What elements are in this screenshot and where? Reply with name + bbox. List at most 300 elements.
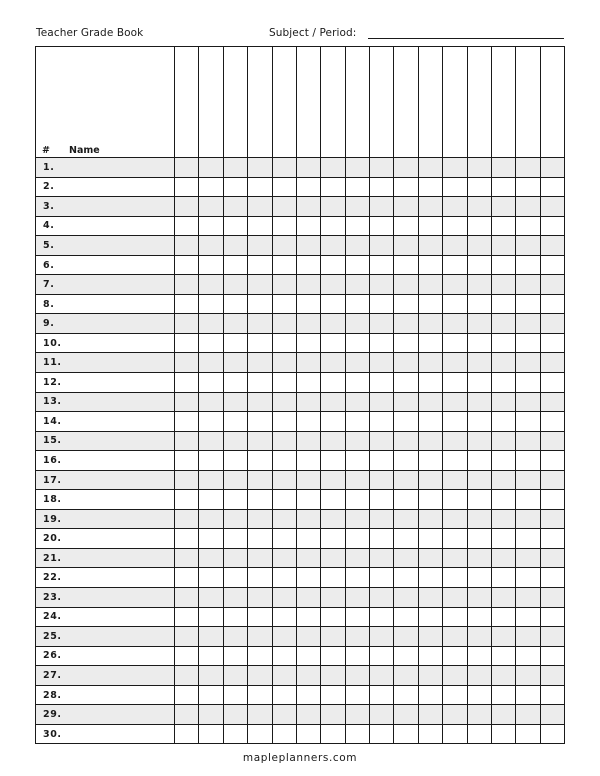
grade-cell[interactable] [248, 724, 272, 744]
grade-cell[interactable] [370, 275, 394, 295]
grade-cell[interactable] [175, 275, 199, 295]
grade-cell[interactable] [394, 197, 418, 217]
grade-cell[interactable] [370, 177, 394, 197]
grade-cell[interactable] [370, 216, 394, 236]
grade-cell[interactable] [272, 236, 296, 256]
grade-cell[interactable] [418, 705, 442, 725]
grade-cell[interactable] [370, 197, 394, 217]
student-name-cell[interactable]: 24. [36, 607, 175, 627]
grade-cell[interactable] [175, 627, 199, 647]
grade-cell[interactable] [223, 490, 247, 510]
grade-cell[interactable] [418, 607, 442, 627]
grade-cell[interactable] [321, 548, 345, 568]
grade-cell[interactable] [491, 158, 515, 178]
student-name-cell[interactable]: 21. [36, 548, 175, 568]
grade-cell[interactable] [394, 724, 418, 744]
grade-cell[interactable] [223, 216, 247, 236]
grade-cell[interactable] [418, 431, 442, 451]
grade-cell[interactable] [491, 197, 515, 217]
assignment-header-cell[interactable] [272, 47, 296, 158]
grade-cell[interactable] [199, 724, 223, 744]
grade-cell[interactable] [418, 470, 442, 490]
grade-cell[interactable] [540, 666, 564, 686]
grade-cell[interactable] [175, 373, 199, 393]
grade-cell[interactable] [540, 275, 564, 295]
grade-cell[interactable] [516, 431, 540, 451]
grade-cell[interactable] [491, 490, 515, 510]
grade-cell[interactable] [345, 607, 369, 627]
assignment-header-cell[interactable] [370, 47, 394, 158]
grade-cell[interactable] [321, 451, 345, 471]
grade-cell[interactable] [443, 255, 467, 275]
grade-cell[interactable] [199, 588, 223, 608]
grade-cell[interactable] [394, 177, 418, 197]
grade-cell[interactable] [199, 568, 223, 588]
grade-cell[interactable] [345, 216, 369, 236]
student-name-cell[interactable]: 5. [36, 236, 175, 256]
grade-cell[interactable] [370, 392, 394, 412]
grade-cell[interactable] [467, 275, 491, 295]
grade-cell[interactable] [540, 588, 564, 608]
grade-cell[interactable] [418, 236, 442, 256]
grade-cell[interactable] [516, 588, 540, 608]
grade-cell[interactable] [418, 548, 442, 568]
student-name-cell[interactable]: 30. [36, 724, 175, 744]
grade-cell[interactable] [345, 529, 369, 549]
grade-cell[interactable] [491, 568, 515, 588]
grade-cell[interactable] [321, 255, 345, 275]
grade-cell[interactable] [199, 197, 223, 217]
grade-cell[interactable] [491, 685, 515, 705]
grade-cell[interactable] [199, 158, 223, 178]
student-name-cell[interactable]: 12. [36, 373, 175, 393]
grade-cell[interactable] [443, 509, 467, 529]
grade-cell[interactable] [272, 392, 296, 412]
grade-cell[interactable] [540, 627, 564, 647]
grade-cell[interactable] [370, 548, 394, 568]
grade-cell[interactable] [516, 216, 540, 236]
grade-cell[interactable] [345, 353, 369, 373]
grade-cell[interactable] [199, 314, 223, 334]
grade-cell[interactable] [491, 509, 515, 529]
grade-cell[interactable] [418, 509, 442, 529]
grade-cell[interactable] [248, 685, 272, 705]
grade-cell[interactable] [540, 470, 564, 490]
grade-cell[interactable] [467, 568, 491, 588]
grade-cell[interactable] [175, 294, 199, 314]
grade-cell[interactable] [394, 431, 418, 451]
grade-cell[interactable] [370, 627, 394, 647]
grade-cell[interactable] [223, 627, 247, 647]
grade-cell[interactable] [321, 177, 345, 197]
assignment-header-cell[interactable] [394, 47, 418, 158]
grade-cell[interactable] [248, 529, 272, 549]
grade-cell[interactable] [370, 607, 394, 627]
grade-cell[interactable] [443, 353, 467, 373]
grade-cell[interactable] [418, 255, 442, 275]
grade-cell[interactable] [296, 431, 320, 451]
grade-cell[interactable] [272, 216, 296, 236]
grade-cell[interactable] [516, 509, 540, 529]
grade-cell[interactable] [443, 548, 467, 568]
grade-cell[interactable] [175, 216, 199, 236]
grade-cell[interactable] [175, 470, 199, 490]
grade-cell[interactable] [467, 333, 491, 353]
grade-cell[interactable] [516, 490, 540, 510]
grade-cell[interactable] [516, 666, 540, 686]
grade-cell[interactable] [296, 490, 320, 510]
assignment-header-cell[interactable] [199, 47, 223, 158]
grade-cell[interactable] [491, 607, 515, 627]
grade-cell[interactable] [199, 529, 223, 549]
grade-cell[interactable] [248, 158, 272, 178]
grade-cell[interactable] [394, 685, 418, 705]
grade-cell[interactable] [296, 373, 320, 393]
grade-cell[interactable] [370, 509, 394, 529]
grade-cell[interactable] [345, 177, 369, 197]
student-name-cell[interactable]: 14. [36, 412, 175, 432]
grade-cell[interactable] [296, 255, 320, 275]
grade-cell[interactable] [321, 646, 345, 666]
grade-cell[interactable] [321, 333, 345, 353]
grade-cell[interactable] [223, 607, 247, 627]
grade-cell[interactable] [272, 451, 296, 471]
grade-cell[interactable] [467, 431, 491, 451]
grade-cell[interactable] [370, 685, 394, 705]
grade-cell[interactable] [321, 158, 345, 178]
grade-cell[interactable] [321, 627, 345, 647]
grade-cell[interactable] [516, 627, 540, 647]
grade-cell[interactable] [272, 314, 296, 334]
grade-cell[interactable] [370, 470, 394, 490]
grade-cell[interactable] [394, 392, 418, 412]
grade-cell[interactable] [418, 627, 442, 647]
grade-cell[interactable] [467, 177, 491, 197]
grade-cell[interactable] [223, 705, 247, 725]
grade-cell[interactable] [491, 412, 515, 432]
grade-cell[interactable] [199, 490, 223, 510]
grade-cell[interactable] [394, 412, 418, 432]
grade-cell[interactable] [175, 509, 199, 529]
grade-cell[interactable] [296, 568, 320, 588]
grade-cell[interactable] [516, 646, 540, 666]
grade-cell[interactable] [467, 412, 491, 432]
student-name-cell[interactable]: 20. [36, 529, 175, 549]
grade-cell[interactable] [199, 216, 223, 236]
grade-cell[interactable] [540, 177, 564, 197]
grade-cell[interactable] [248, 392, 272, 412]
grade-cell[interactable] [272, 685, 296, 705]
grade-cell[interactable] [175, 548, 199, 568]
grade-cell[interactable] [516, 236, 540, 256]
grade-cell[interactable] [272, 177, 296, 197]
grade-cell[interactable] [223, 431, 247, 451]
grade-cell[interactable] [321, 431, 345, 451]
grade-cell[interactable] [443, 236, 467, 256]
assignment-header-cell[interactable] [345, 47, 369, 158]
grade-cell[interactable] [199, 666, 223, 686]
grade-cell[interactable] [467, 451, 491, 471]
grade-cell[interactable] [296, 724, 320, 744]
grade-cell[interactable] [516, 451, 540, 471]
grade-cell[interactable] [467, 236, 491, 256]
grade-cell[interactable] [394, 627, 418, 647]
grade-cell[interactable] [248, 255, 272, 275]
grade-cell[interactable] [223, 470, 247, 490]
grade-cell[interactable] [199, 275, 223, 295]
grade-cell[interactable] [345, 470, 369, 490]
grade-cell[interactable] [345, 314, 369, 334]
grade-cell[interactable] [443, 607, 467, 627]
grade-cell[interactable] [443, 490, 467, 510]
grade-cell[interactable] [296, 607, 320, 627]
grade-cell[interactable] [199, 548, 223, 568]
grade-cell[interactable] [443, 333, 467, 353]
grade-cell[interactable] [467, 314, 491, 334]
assignment-header-cell[interactable] [321, 47, 345, 158]
grade-cell[interactable] [199, 412, 223, 432]
grade-cell[interactable] [175, 314, 199, 334]
grade-cell[interactable] [370, 431, 394, 451]
grade-cell[interactable] [394, 646, 418, 666]
grade-cell[interactable] [248, 275, 272, 295]
grade-cell[interactable] [248, 666, 272, 686]
grade-cell[interactable] [394, 451, 418, 471]
grade-cell[interactable] [223, 666, 247, 686]
grade-cell[interactable] [345, 568, 369, 588]
grade-cell[interactable] [467, 294, 491, 314]
student-name-cell[interactable]: 23. [36, 588, 175, 608]
grade-cell[interactable] [443, 197, 467, 217]
grade-cell[interactable] [370, 724, 394, 744]
grade-cell[interactable] [223, 568, 247, 588]
grade-cell[interactable] [370, 646, 394, 666]
grade-cell[interactable] [248, 490, 272, 510]
grade-cell[interactable] [272, 412, 296, 432]
grade-cell[interactable] [345, 431, 369, 451]
student-name-cell[interactable]: 2. [36, 177, 175, 197]
grade-cell[interactable] [516, 294, 540, 314]
grade-cell[interactable] [540, 197, 564, 217]
grade-cell[interactable] [370, 236, 394, 256]
grade-cell[interactable] [223, 177, 247, 197]
grade-cell[interactable] [345, 158, 369, 178]
assignment-header-cell[interactable] [296, 47, 320, 158]
grade-cell[interactable] [516, 197, 540, 217]
grade-cell[interactable] [467, 646, 491, 666]
grade-cell[interactable] [467, 373, 491, 393]
grade-cell[interactable] [223, 588, 247, 608]
grade-cell[interactable] [418, 177, 442, 197]
assignment-header-cell[interactable] [540, 47, 564, 158]
grade-cell[interactable] [199, 509, 223, 529]
grade-cell[interactable] [321, 470, 345, 490]
grade-cell[interactable] [223, 373, 247, 393]
student-name-cell[interactable]: 22. [36, 568, 175, 588]
grade-cell[interactable] [540, 724, 564, 744]
grade-cell[interactable] [223, 685, 247, 705]
grade-cell[interactable] [272, 724, 296, 744]
grade-cell[interactable] [443, 470, 467, 490]
grade-cell[interactable] [394, 588, 418, 608]
grade-cell[interactable] [296, 509, 320, 529]
grade-cell[interactable] [467, 548, 491, 568]
grade-cell[interactable] [248, 216, 272, 236]
grade-cell[interactable] [199, 353, 223, 373]
student-name-cell[interactable]: 27. [36, 666, 175, 686]
grade-cell[interactable] [443, 529, 467, 549]
grade-cell[interactable] [296, 529, 320, 549]
grade-cell[interactable] [394, 294, 418, 314]
grade-cell[interactable] [248, 451, 272, 471]
grade-cell[interactable] [272, 275, 296, 295]
grade-cell[interactable] [418, 666, 442, 686]
student-name-cell[interactable]: 10. [36, 333, 175, 353]
grade-cell[interactable] [443, 431, 467, 451]
grade-cell[interactable] [199, 373, 223, 393]
grade-cell[interactable] [199, 177, 223, 197]
grade-cell[interactable] [296, 392, 320, 412]
grade-cell[interactable] [443, 373, 467, 393]
grade-cell[interactable] [491, 705, 515, 725]
grade-cell[interactable] [443, 294, 467, 314]
grade-cell[interactable] [443, 177, 467, 197]
grade-cell[interactable] [394, 373, 418, 393]
student-name-cell[interactable]: 19. [36, 509, 175, 529]
grade-cell[interactable] [443, 314, 467, 334]
grade-cell[interactable] [443, 646, 467, 666]
grade-cell[interactable] [248, 568, 272, 588]
grade-cell[interactable] [321, 236, 345, 256]
grade-cell[interactable] [516, 568, 540, 588]
grade-cell[interactable] [175, 724, 199, 744]
student-name-cell[interactable]: 28. [36, 685, 175, 705]
student-name-cell[interactable]: 16. [36, 451, 175, 471]
grade-cell[interactable] [345, 197, 369, 217]
grade-cell[interactable] [418, 392, 442, 412]
grade-cell[interactable] [248, 470, 272, 490]
grade-cell[interactable] [491, 216, 515, 236]
grade-cell[interactable] [418, 568, 442, 588]
grade-cell[interactable] [491, 724, 515, 744]
grade-cell[interactable] [540, 412, 564, 432]
grade-cell[interactable] [394, 236, 418, 256]
grade-cell[interactable] [272, 529, 296, 549]
grade-cell[interactable] [199, 236, 223, 256]
grade-cell[interactable] [394, 666, 418, 686]
grade-cell[interactable] [296, 353, 320, 373]
grade-cell[interactable] [516, 353, 540, 373]
grade-cell[interactable] [370, 451, 394, 471]
grade-cell[interactable] [345, 392, 369, 412]
grade-cell[interactable] [443, 451, 467, 471]
grade-cell[interactable] [418, 412, 442, 432]
grade-cell[interactable] [175, 490, 199, 510]
grade-cell[interactable] [248, 607, 272, 627]
grade-cell[interactable] [516, 412, 540, 432]
grade-cell[interactable] [296, 236, 320, 256]
grade-cell[interactable] [467, 197, 491, 217]
grade-cell[interactable] [175, 197, 199, 217]
grade-cell[interactable] [175, 568, 199, 588]
grade-cell[interactable] [418, 333, 442, 353]
grade-cell[interactable] [394, 470, 418, 490]
grade-cell[interactable] [175, 685, 199, 705]
grade-cell[interactable] [491, 294, 515, 314]
grade-cell[interactable] [443, 685, 467, 705]
grade-cell[interactable] [516, 158, 540, 178]
grade-cell[interactable] [321, 216, 345, 236]
grade-cell[interactable] [394, 568, 418, 588]
grade-cell[interactable] [175, 392, 199, 412]
student-name-cell[interactable]: 8. [36, 294, 175, 314]
grade-cell[interactable] [272, 568, 296, 588]
grade-cell[interactable] [491, 177, 515, 197]
grade-cell[interactable] [321, 685, 345, 705]
grade-cell[interactable] [321, 568, 345, 588]
grade-cell[interactable] [491, 666, 515, 686]
grade-cell[interactable] [540, 509, 564, 529]
grade-cell[interactable] [467, 607, 491, 627]
grade-cell[interactable] [223, 275, 247, 295]
grade-cell[interactable] [272, 509, 296, 529]
grade-cell[interactable] [272, 490, 296, 510]
grade-cell[interactable] [516, 392, 540, 412]
grade-cell[interactable] [272, 294, 296, 314]
grade-cell[interactable] [248, 627, 272, 647]
grade-cell[interactable] [394, 255, 418, 275]
grade-cell[interactable] [491, 373, 515, 393]
grade-cell[interactable] [491, 392, 515, 412]
grade-cell[interactable] [443, 705, 467, 725]
grade-cell[interactable] [491, 333, 515, 353]
grade-cell[interactable] [540, 333, 564, 353]
grade-cell[interactable] [223, 412, 247, 432]
grade-cell[interactable] [296, 275, 320, 295]
grade-cell[interactable] [321, 412, 345, 432]
grade-cell[interactable] [540, 451, 564, 471]
grade-cell[interactable] [296, 548, 320, 568]
grade-cell[interactable] [467, 353, 491, 373]
student-name-cell[interactable]: 29. [36, 705, 175, 725]
grade-cell[interactable] [175, 236, 199, 256]
grade-cell[interactable] [418, 685, 442, 705]
grade-cell[interactable] [394, 509, 418, 529]
grade-cell[interactable] [175, 177, 199, 197]
grade-cell[interactable] [199, 451, 223, 471]
student-name-cell[interactable]: 9. [36, 314, 175, 334]
grade-cell[interactable] [370, 314, 394, 334]
grade-cell[interactable] [248, 236, 272, 256]
grade-cell[interactable] [394, 353, 418, 373]
assignment-header-cell[interactable] [223, 47, 247, 158]
grade-cell[interactable] [418, 353, 442, 373]
grade-cell[interactable] [418, 197, 442, 217]
grade-cell[interactable] [296, 216, 320, 236]
grade-cell[interactable] [248, 177, 272, 197]
grade-cell[interactable] [296, 666, 320, 686]
grade-cell[interactable] [418, 314, 442, 334]
grade-cell[interactable] [248, 294, 272, 314]
grade-cell[interactable] [321, 294, 345, 314]
grade-cell[interactable] [272, 255, 296, 275]
grade-cell[interactable] [199, 431, 223, 451]
grade-cell[interactable] [248, 548, 272, 568]
grade-cell[interactable] [443, 627, 467, 647]
grade-cell[interactable] [223, 548, 247, 568]
grade-cell[interactable] [345, 373, 369, 393]
grade-cell[interactable] [248, 646, 272, 666]
